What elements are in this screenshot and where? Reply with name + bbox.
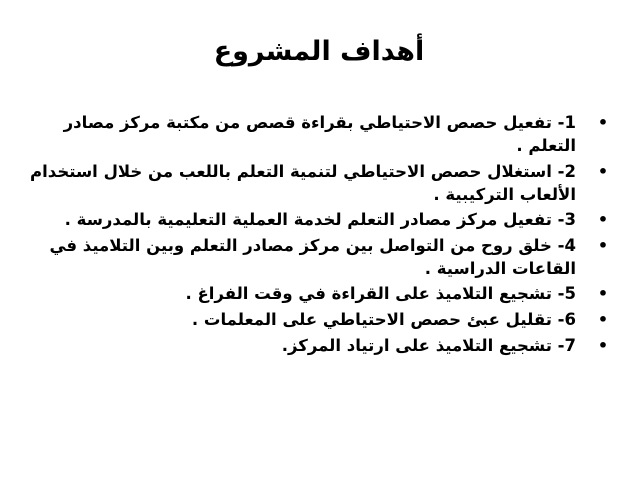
list-item-text: 7- تشجيع التلاميذ على ارتياد المركز. [281,336,576,355]
bullet-icon: • [597,113,609,132]
list-item [14,334,610,357]
list-item [14,111,610,157]
list-item [14,234,610,280]
list-item-text: 2- استغلال حصص الاحتياطي لتنمية التعلم باللعب من خلال استخدام الألعاب التركيبية . [30,162,576,204]
slide-title: أهداف المشروع [213,36,425,67]
list-item-text: 1- تفعيل حصص الاحتياطي بقراءة قصص من مكتبة مركز مصادر التعلم . [63,113,576,155]
list-item-text: 4- خلق روح من التواصل بين مركز مصادر التعلم وبين التلاميذ في القاعات الدراسية . [49,236,576,278]
bullet-icon: • [597,336,609,355]
bullet-icon: • [597,162,609,181]
bullet-icon: • [597,210,609,229]
list-item-text: 6- تقليل عبئ حصص الاحتياطي على المعلمات . [191,310,576,329]
bullet-icon: • [597,284,609,303]
list-item-text: 3- تفعيل مركز مصادر التعلم لخدمة العملية التعليمية بالمدرسة . [64,210,576,229]
list-item [14,208,610,231]
list-item [14,308,610,331]
list-item [14,282,610,305]
list-item-text: 5- تشجيع التلاميذ على القراءة في وقت الفراغ . [185,284,576,303]
list-item [14,160,610,206]
bullet-icon: • [597,236,609,255]
objectives-list [14,111,610,360]
bullet-icon: • [597,310,609,329]
